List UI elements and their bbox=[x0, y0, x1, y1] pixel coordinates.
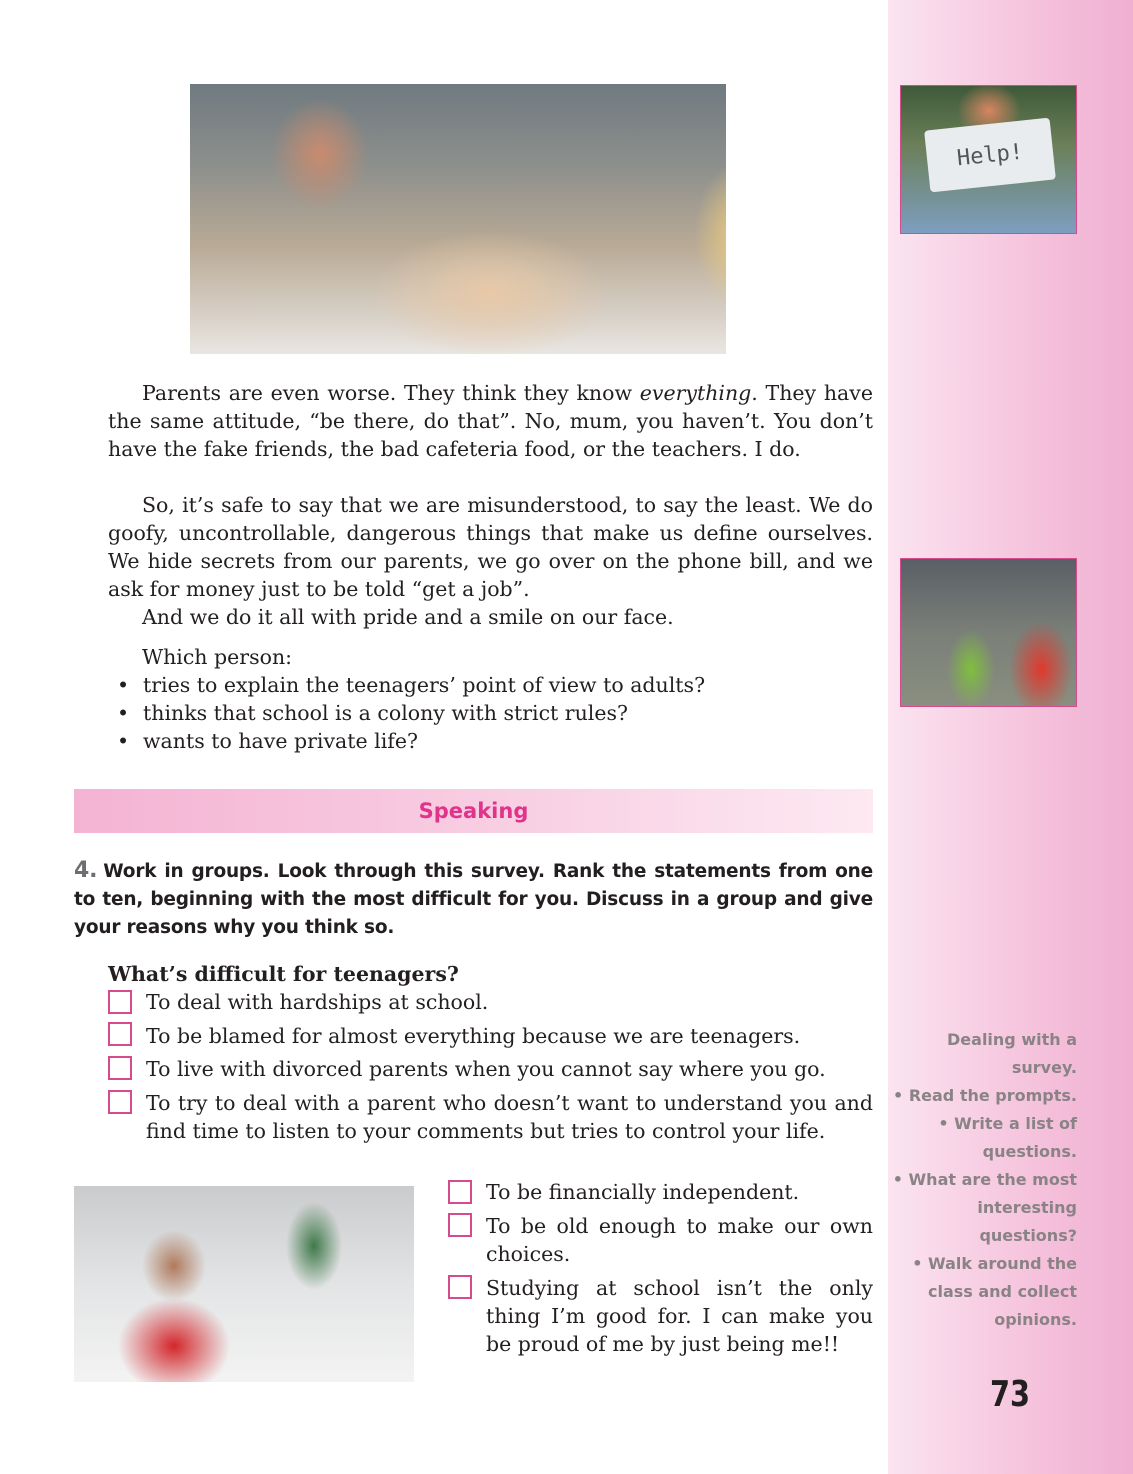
question-list bbox=[117, 671, 705, 755]
tip-title: Dealing with a survey. bbox=[947, 1030, 1077, 1077]
survey-item-4: To try to deal with a parent who doesn’t want to understand you and find time to listen to your comments but tries to control your life. bbox=[146, 1091, 873, 1143]
tip-point: • Walk around the class and collect opinions. bbox=[912, 1254, 1077, 1329]
task-text: Work in groups. Look through this survey. Rank the statements from one to ten, beginning with the most difficult for you. Discuss in a group and give your reasons why you think so. bbox=[74, 861, 873, 938]
survey-item-1: To deal with hardships at school. bbox=[146, 990, 489, 1014]
boy-photo bbox=[74, 1186, 414, 1382]
survey-checkbox-2[interactable] bbox=[108, 1022, 132, 1046]
girls-phone-photo bbox=[900, 558, 1077, 707]
survey-checkbox-6[interactable] bbox=[448, 1213, 472, 1237]
question-intro: Which person: bbox=[142, 645, 293, 669]
task-4 bbox=[74, 857, 873, 942]
survey-item-2: To be blamed for almost everything because we are teenagers. bbox=[146, 1024, 801, 1048]
speaking-heading: Speaking bbox=[74, 789, 873, 833]
list-item: • tries to explain the teenagers’ point of view to adults? bbox=[117, 671, 705, 699]
tip-point: • Write a list of questions. bbox=[938, 1114, 1077, 1161]
survey-checkbox-7[interactable] bbox=[448, 1275, 472, 1299]
classroom-photo bbox=[190, 84, 726, 354]
help-sign: Help! bbox=[924, 118, 1056, 193]
emphasis-everything: everything bbox=[639, 381, 752, 405]
survey-item-6: To be old enough to make our own choices. bbox=[486, 1214, 873, 1266]
page-number: 73 bbox=[990, 1374, 1031, 1415]
survey-title: What’s difficult for teenagers? bbox=[108, 962, 459, 986]
survey-checkbox-5[interactable] bbox=[448, 1180, 472, 1204]
survey-checkbox-3[interactable] bbox=[108, 1056, 132, 1080]
list-item: • wants to have private life? bbox=[117, 727, 705, 755]
survey-checkbox-1[interactable] bbox=[108, 990, 132, 1014]
survey-tip bbox=[877, 1026, 1077, 1334]
help-sign-photo bbox=[900, 85, 1077, 234]
tip-point: • What are the most interesting questions? bbox=[892, 1170, 1077, 1245]
reading-paragraph-2: So, it’s safe to say that we are misunderstood, to say the least. We do goofy, uncontrollable, dangerous things that make us define ourselves. We hide secrets from our parents, we go over on the phone bill, and we ask for money just to be told “get a job”. bbox=[108, 493, 873, 601]
list-item: • thinks that school is a colony with strict rules? bbox=[117, 699, 705, 727]
survey-item-7: Studying at school isn’t the only thing I’m good for. I can make you be proud of me by just being me!! bbox=[486, 1276, 873, 1356]
survey-item-5: To be financially independent. bbox=[486, 1180, 800, 1204]
survey-checkbox-4[interactable] bbox=[108, 1090, 132, 1114]
task-number: 4. bbox=[74, 858, 98, 883]
reading-paragraph-1: Parents are even worse. They think they know everything. They have the same attitude, “be there, do that”. No, mum, you haven’t. You don’t have the fake friends, the bad cafeteria food, or the teachers. I do. bbox=[108, 381, 873, 461]
tip-point: • Read the prompts. bbox=[893, 1086, 1077, 1105]
reading-paragraph-3: And we do it all with pride and a smile on our face. bbox=[142, 605, 674, 629]
survey-item-3: To live with divorced parents when you cannot say where you go. bbox=[146, 1057, 826, 1081]
